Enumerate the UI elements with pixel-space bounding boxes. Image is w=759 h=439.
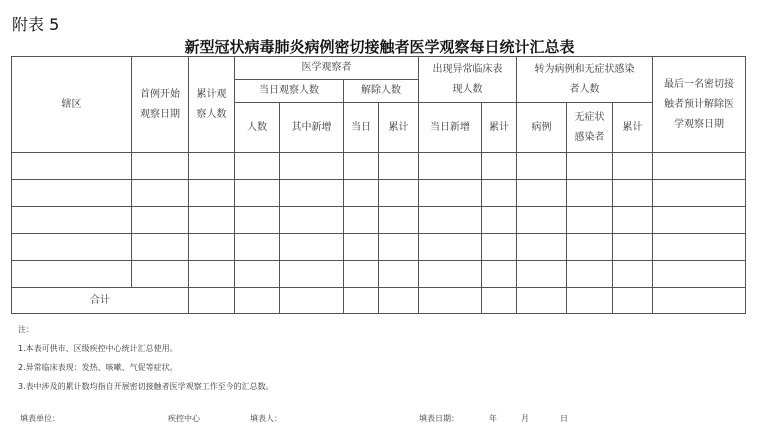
footer-month: 月 (521, 414, 529, 423)
header-same-day: 当日 (344, 103, 379, 153)
table-cell[interactable] (567, 288, 613, 314)
table-cell[interactable] (189, 207, 235, 234)
table-cell[interactable] (653, 207, 746, 234)
table-cell[interactable] (482, 153, 517, 180)
table-cell[interactable] (235, 180, 280, 207)
table-cell[interactable] (653, 180, 746, 207)
table-cell[interactable] (482, 261, 517, 288)
table-cell[interactable] (12, 180, 132, 207)
table-cell[interactable] (280, 207, 344, 234)
table-cell[interactable] (189, 180, 235, 207)
table-cell[interactable] (235, 261, 280, 288)
table-cell[interactable] (132, 153, 189, 180)
table-cell[interactable] (517, 288, 567, 314)
footer-year: 年 (489, 414, 497, 423)
table-cell[interactable] (419, 234, 482, 261)
table-cell[interactable] (517, 261, 567, 288)
table-row (12, 180, 746, 207)
table-cell[interactable] (613, 234, 653, 261)
table-cell[interactable] (653, 153, 746, 180)
table-cell[interactable] (12, 234, 132, 261)
table-cell[interactable] (189, 261, 235, 288)
footer-date-label: 填表日期： (419, 414, 459, 423)
summary-table (11, 56, 746, 314)
table-cell[interactable] (517, 207, 567, 234)
table-cell[interactable] (613, 153, 653, 180)
table-cell[interactable] (344, 288, 379, 314)
table-cell[interactable] (419, 288, 482, 314)
table-cell[interactable] (379, 234, 419, 261)
footer-cdc-label: 疾控中心 (168, 414, 200, 423)
table-cell[interactable] (12, 261, 132, 288)
header-abnormal: 出现异常临床表现人数 (419, 57, 517, 103)
table-cell[interactable] (189, 153, 235, 180)
table-cell[interactable] (379, 153, 419, 180)
table-cell[interactable] (653, 288, 746, 314)
table-row (12, 207, 746, 234)
table-cell[interactable] (419, 261, 482, 288)
header-cumulative-observed: 累计观察人数 (189, 57, 235, 153)
header-case: 病例 (517, 103, 567, 153)
table-cell[interactable] (379, 180, 419, 207)
table-cell[interactable] (235, 288, 280, 314)
note-item: 3.表中涉及的累计数均指自开展密切接触者医学观察工作至今的汇总数。 (18, 382, 274, 391)
footer-day: 日 (560, 414, 568, 423)
table-cell[interactable] (613, 288, 653, 314)
table-cell[interactable] (517, 234, 567, 261)
table-cell[interactable] (613, 207, 653, 234)
header-same-day-new: 当日新增 (419, 103, 482, 153)
table-row (12, 153, 746, 180)
table-cell[interactable] (482, 180, 517, 207)
table-cell[interactable] (189, 234, 235, 261)
table-cell[interactable] (653, 234, 746, 261)
footer-unit-label: 填表单位： (20, 414, 60, 423)
header-start-date: 首例开始观察日期 (132, 57, 189, 153)
table-cell[interactable] (379, 207, 419, 234)
header-asymptomatic: 无症状感染者 (567, 103, 613, 153)
header-district: 辖区 (12, 57, 132, 153)
table-cell[interactable] (344, 207, 379, 234)
notes (18, 320, 274, 396)
table-cell[interactable] (12, 207, 132, 234)
footer-filler-label: 填表人： (250, 414, 282, 423)
table-cell[interactable] (567, 207, 613, 234)
table-cell[interactable] (235, 153, 280, 180)
table-cell[interactable] (379, 261, 419, 288)
table-cell[interactable] (280, 288, 344, 314)
table-cell[interactable] (653, 261, 746, 288)
table-cell[interactable] (517, 180, 567, 207)
table-cell[interactable] (419, 207, 482, 234)
table-cell[interactable] (344, 261, 379, 288)
table-cell[interactable] (613, 261, 653, 288)
header-count: 人数 (235, 103, 280, 153)
table-cell[interactable] (344, 234, 379, 261)
page-title: 新型冠状病毒肺炎病例密切接触者医学观察每日统计汇总表 (184, 38, 575, 56)
table-cell[interactable] (235, 207, 280, 234)
table-cell[interactable] (132, 261, 189, 288)
header-released: 解除人数 (344, 80, 419, 103)
total-row (12, 288, 746, 314)
table-cell[interactable] (613, 180, 653, 207)
table-cell[interactable] (567, 234, 613, 261)
header-converted: 转为病例和无症状感染者人数 (517, 57, 653, 103)
table-cell[interactable] (189, 288, 235, 314)
table-cell[interactable] (567, 261, 613, 288)
table-row (12, 261, 746, 288)
header-medical-observer: 医学观察者 (235, 57, 419, 80)
table-cell[interactable] (344, 153, 379, 180)
header-abnormal-cumulative: 累计 (482, 103, 517, 153)
table-cell[interactable] (280, 234, 344, 261)
note-item: 2.异常临床表现：发热、咳嗽、气促等症状。 (18, 363, 178, 372)
appendix-label: 附表 5 (12, 15, 60, 34)
table-cell[interactable] (482, 234, 517, 261)
table-cell[interactable] (567, 180, 613, 207)
table-cell[interactable] (567, 153, 613, 180)
header-converted-cumulative: 累计 (613, 103, 653, 153)
header-new-added: 其中新增 (280, 103, 344, 153)
table-cell[interactable] (419, 153, 482, 180)
table-cell[interactable] (132, 207, 189, 234)
header-released-cumulative: 累计 (379, 103, 419, 153)
total-label: 合计 (12, 288, 189, 314)
table-cell[interactable] (482, 288, 517, 314)
header-today-observed: 当日观察人数 (235, 80, 344, 103)
table-cell[interactable] (482, 207, 517, 234)
table-cell[interactable] (280, 153, 344, 180)
table-cell[interactable] (280, 261, 344, 288)
table-cell[interactable] (379, 288, 419, 314)
table-cell[interactable] (132, 180, 189, 207)
note-heading: 注： (18, 325, 34, 334)
table-cell[interactable] (344, 180, 379, 207)
note-item: 1.本表可供市、区级疾控中心统计汇总使用。 (18, 344, 178, 353)
table-cell[interactable] (419, 180, 482, 207)
table-cell[interactable] (132, 234, 189, 261)
table-cell[interactable] (280, 180, 344, 207)
table-cell[interactable] (517, 153, 567, 180)
table-row (12, 234, 746, 261)
table-cell[interactable] (12, 153, 132, 180)
header-last-release: 最后一名密切接触者预计解除医学观察日期 (653, 57, 746, 153)
table-cell[interactable] (235, 234, 280, 261)
